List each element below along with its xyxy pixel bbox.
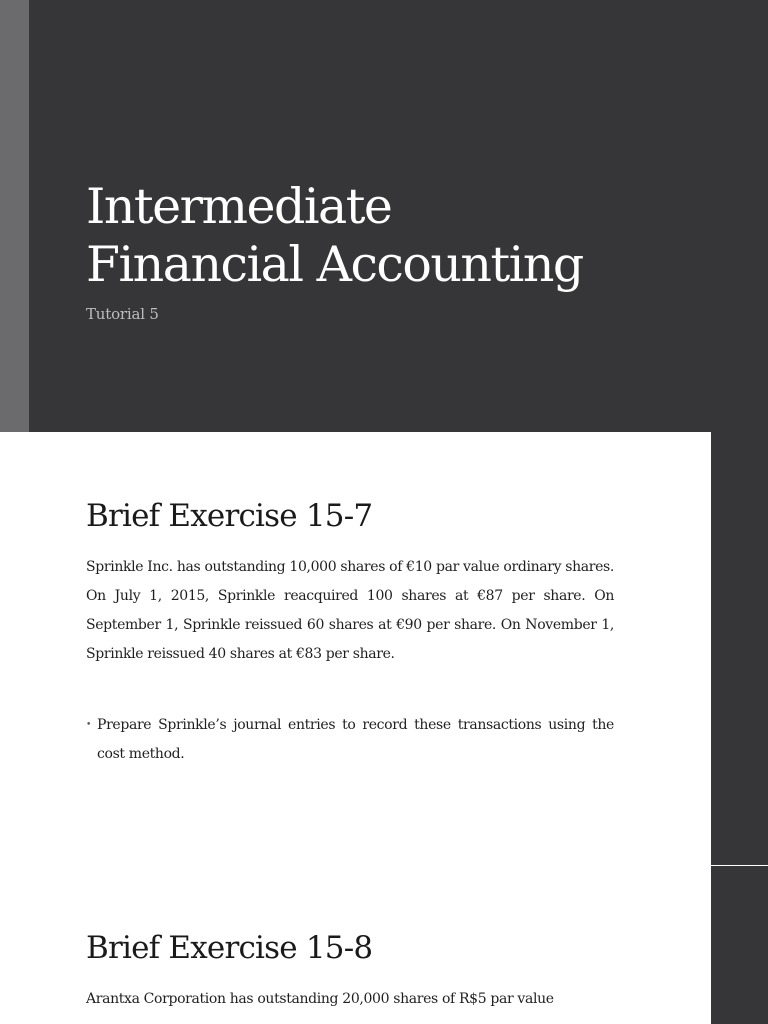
title-accent-stripe	[0, 0, 29, 432]
bullet-marker: •	[86, 720, 91, 730]
presentation-title	[86, 178, 706, 294]
presentation-subtitle: Tutorial 5	[86, 305, 159, 323]
title-line-1: Intermediate	[86, 178, 392, 235]
slide-body-text: Sprinkle Inc. has outstanding 10,000 shares of €10 par value ordinary shares. On July 1, 2015, Sprinkle reacquired 100 shares at €87 per share. On September 1, Sprinkle reissued 60 shares at €90 per share. On November 1, Sprinkle reissued 40 shares at €83 per share.	[86, 559, 614, 662]
slide-heading: Brief Exercise 15-8	[86, 930, 373, 966]
slide-brief-exercise-15-8	[0, 866, 768, 1024]
bullet-text: Prepare Sprinkle’s journal entries to record these transactions using the cost method.	[97, 717, 614, 762]
title-slide	[0, 0, 768, 432]
title-line-2: Financial Accounting	[86, 236, 583, 293]
slide-side-bar	[711, 432, 768, 865]
slide-body-text: Arantxa Corporation has outstanding 20,000 shares of R$5 par value	[86, 991, 554, 1007]
slide-brief-exercise-15-7	[0, 432, 768, 865]
slide-side-bar	[711, 866, 768, 1024]
slide-heading: Brief Exercise 15-7	[86, 498, 373, 534]
bullet-item	[86, 711, 614, 769]
